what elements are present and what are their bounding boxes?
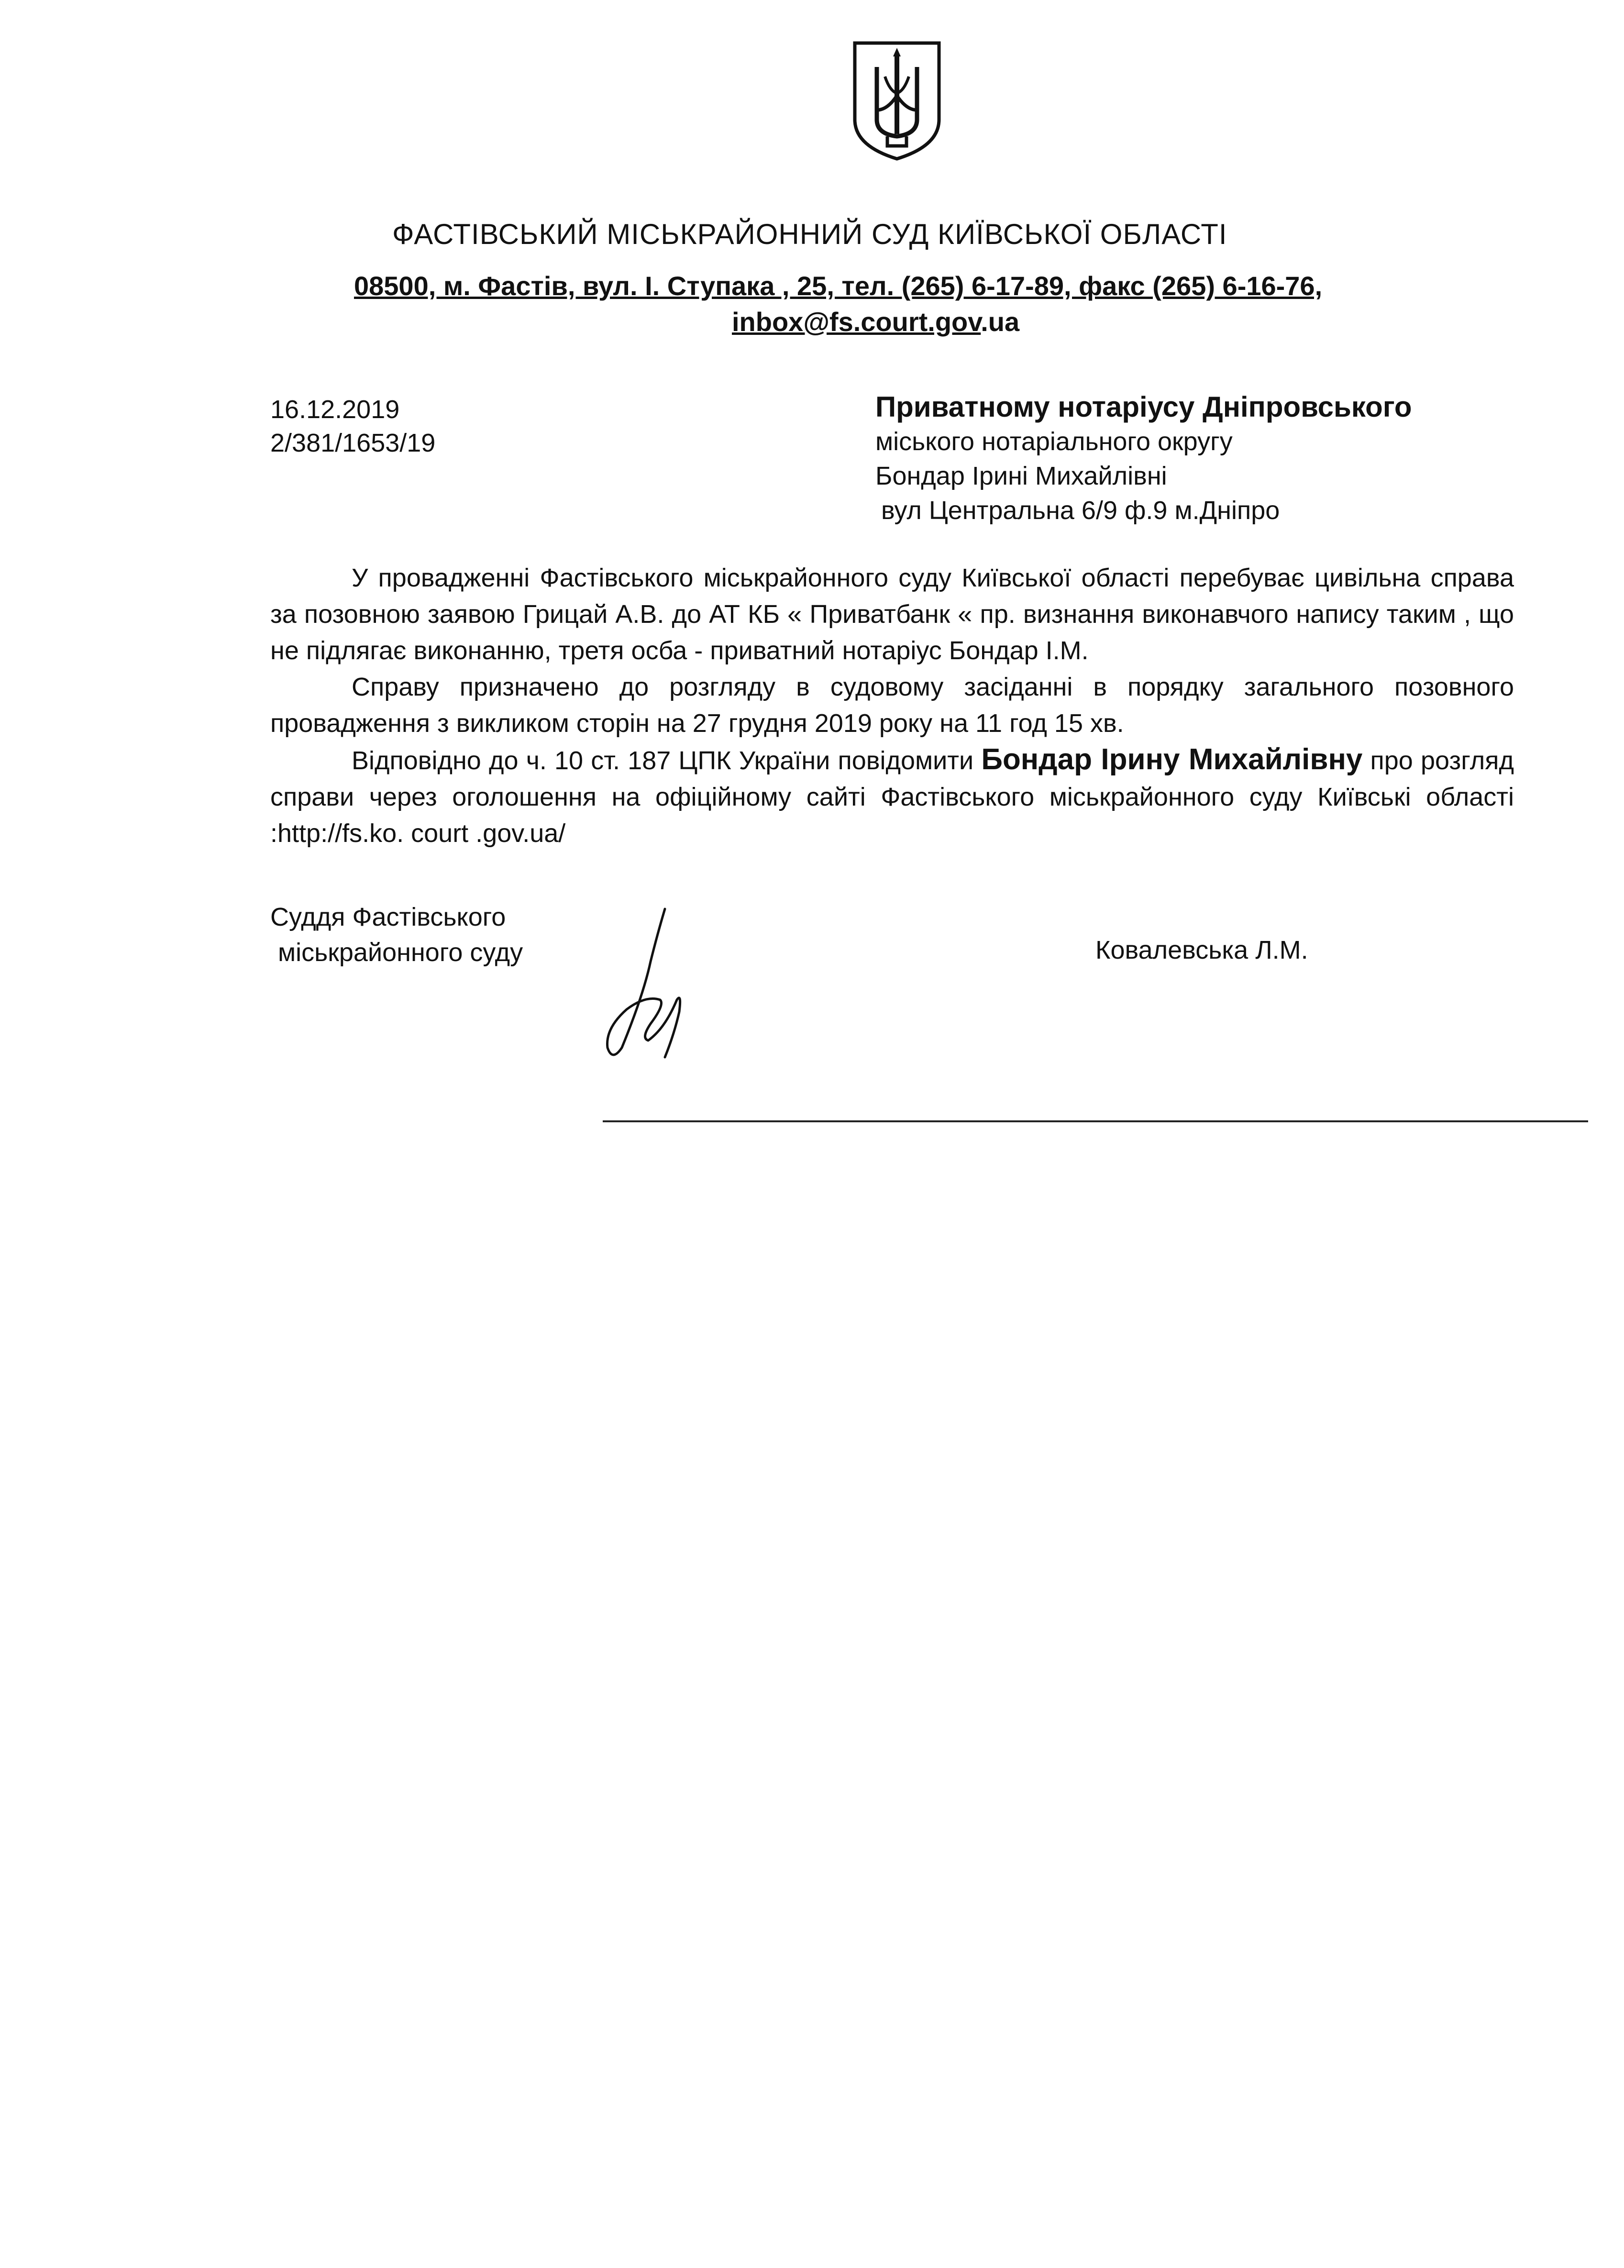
body-paragraph-case: У провадженні Фастівського міськрайонного суду Київської області перебуває цивільна справа за позовною заявою Грицай А.В. до АТ КБ « Приватбанк « пр. визнання виконавчого напису таким , що не підлягає виконанню, третя осба - приватний нотаріус Бондар І.М. xyxy=(270,564,1514,665)
footer-divider xyxy=(603,1120,1588,1122)
body-paragraph-notice xyxy=(270,741,1514,852)
body-paragraph-hearing: Справу призначено до розгляду в судовому засіданні в порядку загального позовного провадження з викликом сторін на 27 грудня 2019 року на 11 год 15 хв. xyxy=(270,673,1514,738)
recipient-district: міського нотаріального округу xyxy=(875,427,1233,456)
judge-title-line2: міськрайонного суду xyxy=(278,938,523,967)
notice-text-end: про розгляд справи через оголошення на офіційному сайті Фастівського міськрайонного суду Київські області :http://fs.ko. court .gov.ua/ xyxy=(270,746,1514,848)
judge-title-line1: Суддя Фастівського xyxy=(270,903,506,931)
court-address: 08500, м. Фастів, вул. І. Ступака , 25, тел. (265) 6-17-89, факс (265) 6-16-76, xyxy=(354,271,1323,301)
judge-name: Ковалевська Л.М. xyxy=(1095,936,1308,964)
recipient-block xyxy=(875,390,1412,528)
handwritten-signature xyxy=(593,904,713,1067)
document-number: 2/381/1653/19 xyxy=(270,429,436,457)
recipient-address: вул Центральна 6/9 ф.9 м.Дніпро xyxy=(881,496,1280,525)
court-email-tld: .ua xyxy=(981,307,1020,337)
notice-text-start: Відповідно до ч. 10 ст. 187 ЦПК України повідомити xyxy=(352,746,982,775)
court-name: ФАСТІВСЬКИЙ МІСЬКРАЙОННИЙ СУД КИЇВСЬКОЇ ОБЛАСТІ xyxy=(392,218,1227,250)
judge-title-block xyxy=(270,899,523,970)
coat-of-arms-icon xyxy=(849,38,945,163)
court-email xyxy=(732,306,1019,337)
document-date: 16.12.2019 xyxy=(270,395,400,424)
recipient-title: Приватному нотаріусу Дніпровського xyxy=(875,391,1412,423)
letter-body xyxy=(270,560,1514,852)
court-email-user: inbox@fs.court.gov xyxy=(732,307,981,337)
recipient-name: Бондар Ірині Михайлівні xyxy=(875,462,1167,490)
notice-recipient-name: Бондар Ірину Михайлівну xyxy=(981,743,1363,776)
